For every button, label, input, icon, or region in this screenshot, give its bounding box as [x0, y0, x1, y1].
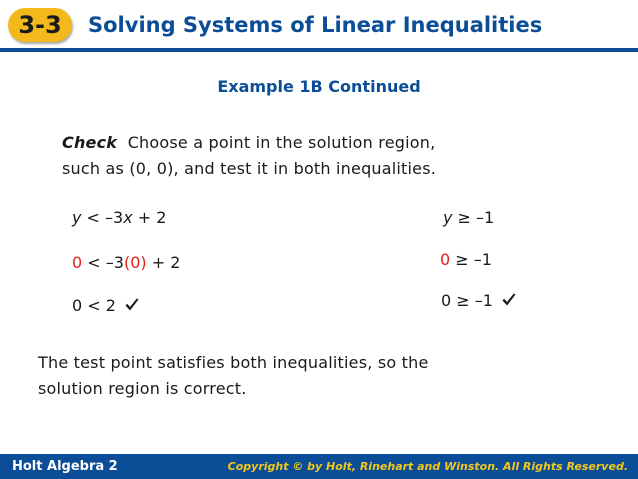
example-heading: Example 1B Continued [217, 77, 421, 96]
footer-book-title: Holt Algebra 2 [12, 459, 118, 474]
right-result-text: 0 ≥ –1 [441, 291, 493, 310]
var-x: x [123, 208, 133, 227]
lesson-number: 3-3 [18, 11, 62, 39]
left-sub-mid: < –3 [82, 253, 124, 272]
check-text-1: Choose a point in the solution region, [127, 133, 436, 152]
right-inequality [443, 208, 494, 227]
page-title: Solving Systems of Linear Inequalities [88, 13, 543, 37]
left-inequality [72, 208, 166, 227]
left-result-text: 0 < 2 [72, 296, 116, 315]
var-y-right: y [443, 208, 453, 227]
footer-copyright: Copyright © by Holt, Rinehart and Winston. All Rights Reserved. [227, 460, 628, 473]
footer [0, 454, 638, 479]
right-ineq-rest: ≥ –1 [452, 208, 495, 227]
sub-x-value: (0) [123, 253, 147, 272]
left-result [72, 296, 140, 315]
conclusion-line-1: The test point satisfies both inequalities, so the [38, 353, 429, 372]
right-sub-end: ≥ –1 [450, 250, 492, 269]
left-ineq-rest: + 2 [132, 208, 167, 227]
header-divider [0, 48, 638, 52]
check-label: Check [62, 133, 118, 152]
sub-y-value: 0 [72, 253, 83, 272]
left-sub-end: + 2 [146, 253, 181, 272]
check-line-2: such as (0, 0), and test it in both inequalities. [62, 159, 437, 178]
conclusion-paragraph [38, 350, 429, 402]
right-result [441, 291, 517, 310]
left-ineq-op: < –3 [81, 208, 124, 227]
sub-y-value-right: 0 [440, 250, 451, 269]
left-substitution [72, 253, 180, 272]
checkmark-icon [501, 292, 517, 308]
check-line-1 [62, 130, 436, 156]
header [0, 0, 638, 50]
right-substitution [440, 250, 492, 269]
checkmark-icon [124, 297, 140, 313]
var-y: y [72, 208, 82, 227]
check-paragraph [62, 130, 436, 182]
conclusion-line-2: solution region is correct. [38, 379, 247, 398]
lesson-badge [8, 8, 72, 42]
